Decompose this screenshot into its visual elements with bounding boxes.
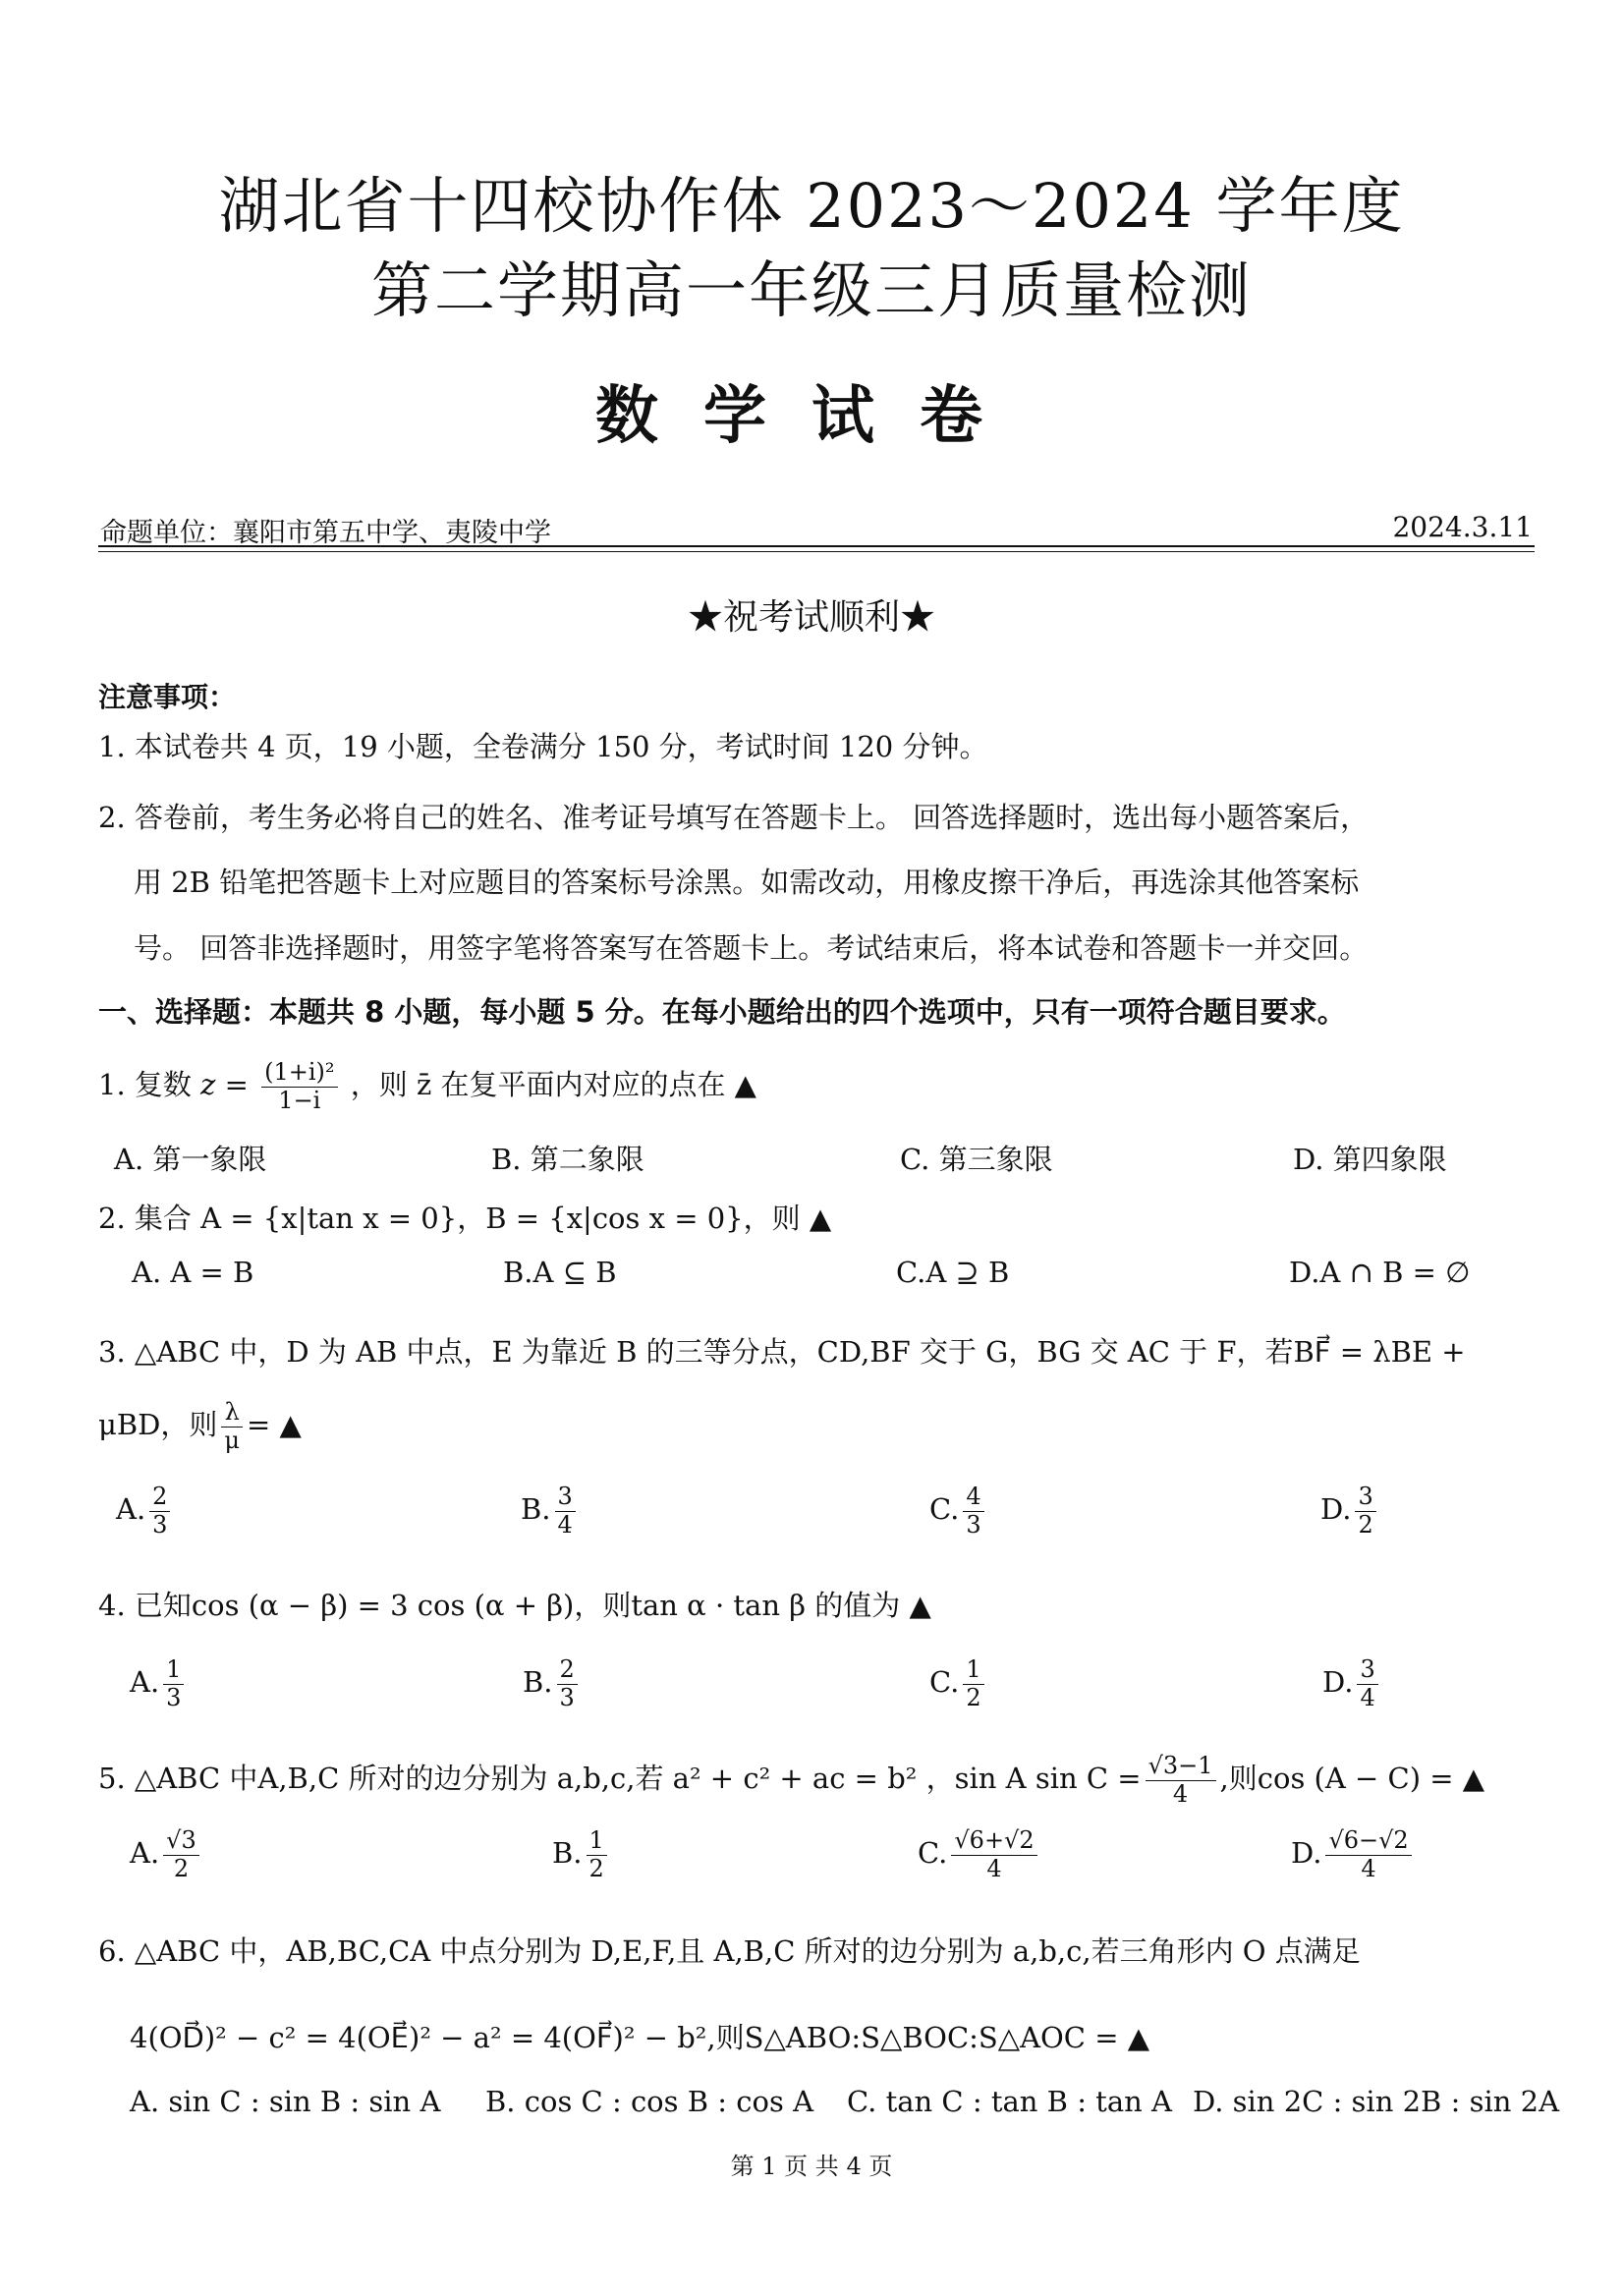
q3-b-label: B. [521,1492,551,1527]
q6-option-a: A. sin C : sin B : sin A [130,2085,441,2118]
q3-option-a [116,1484,174,1539]
q5-d-num: √6−√2 [1325,1827,1411,1856]
q3-d-label: D. [1320,1492,1352,1527]
q4-b-frac [557,1656,578,1711]
q5-a-label: A. [130,1836,160,1871]
q3-option-b [521,1484,580,1539]
q3-d-num: 3 [1355,1484,1375,1512]
author-unit: 命题单位：襄阳市第五中学、夷陵中学 [100,518,551,548]
q1-den: 1−i [278,1086,321,1114]
q5-option-a [130,1827,203,1882]
q4-a-label: A. [130,1665,160,1700]
q4-option-c [929,1656,988,1711]
question-4: 4. 已知cos (α − β) = 3 cos (α + β)，则tan α · tan β 的值为 ▲ [98,1589,931,1622]
q3-a-den: 3 [152,1510,168,1539]
q5-option-b [552,1827,611,1882]
q4-c-frac [963,1656,983,1711]
q3-b-num: 3 [555,1484,576,1512]
q4-a-num: 1 [163,1656,184,1685]
q3-b-den: 4 [557,1510,573,1539]
q5-a-num: √3 [163,1827,199,1856]
q2-option-a: A. A = B [132,1256,254,1289]
q3-fraction [221,1399,243,1454]
q5-c-label: C. [918,1836,948,1871]
q1-option-c: C. 第三象限 [900,1143,1053,1176]
q5-prefix: 5. △ABC 中A,B,C 所对的边分别为 a,b,c,若 a² + c² + ac = b² ，sin A sin C = [98,1762,1142,1796]
question-6-line-1: 6. △ABC 中，AB,BC,CA 中点分别为 D,E,F,且 A,B,C 所对的边分别为 a,b,c,若三角形内 O 点满足 [98,1934,1361,1968]
question-3-line-2 [98,1399,302,1454]
q5-suffix: ,则cos (A − C) = ▲ [1219,1762,1485,1796]
q3-d-frac [1355,1484,1375,1539]
section-heading: 一、选择题：本题共 8 小题，每小题 5 分。在每小题给出的四个选项中，只有一项符合题目要求。 [98,995,1346,1029]
q2-option-d: D.A ∩ B = ∅ [1289,1256,1471,1289]
q4-d-frac [1357,1656,1377,1711]
q5-a-den: 2 [173,1854,190,1882]
q5-num: √3−1 [1146,1753,1216,1781]
page-footer: 第 1 页 共 4 页 [730,2153,893,2180]
q5-c-num: √6+√2 [951,1827,1036,1856]
notice-heading: 注意事项： [98,681,237,713]
notice-item-1: 1. 本试卷共 4 页，19 小题，全卷满分 150 分，考试时间 120 分钟。 [98,730,988,763]
q1-option-b: B. 第二象限 [491,1143,644,1176]
notice-item-2: 2. 答卷前，考生务必将自己的姓名、准考证号填写在答题卡上。 回答选择题时，选出每小题答案后， [98,801,1370,834]
q3-c-den: 3 [966,1510,981,1539]
q6-option-c: C. tan C : tan B : tan A [847,2085,1172,2118]
q3-prefix: μBD，则 [98,1408,218,1442]
q5-option-c [918,1827,1041,1882]
q3-c-frac [963,1484,983,1539]
q4-d-label: D. [1322,1665,1354,1700]
q5-a-frac [163,1827,199,1882]
q6-option-d: D. sin 2C : sin 2B : sin 2A [1193,2085,1560,2118]
q4-c-den: 2 [966,1683,981,1711]
q3-option-c [929,1484,988,1539]
q4-c-label: C. [929,1665,960,1700]
q4-option-d [1322,1656,1382,1711]
q5-fraction [1146,1753,1216,1808]
q4-option-b [523,1656,582,1711]
q1-prefix: 1. 复数 [98,1068,201,1102]
q2-option-c: C.A ⊇ B [896,1256,1010,1289]
q3-option-d [1320,1484,1380,1539]
q1-num: (1+i)² [261,1059,337,1088]
question-6-line-2: 4(OD⃗)² − c² = 4(OE⃗)² − a² = 4(OF⃗)² − b²,则S△ABO:S△BOC:S△AOC = ▲ [130,2021,1150,2054]
notice-item-2-cont: 号。 回答非选择题时，用签字笔将答案写在答题卡上。考试结束后，将本试卷和答题卡一并交回。 [134,931,1369,965]
q5-den: 4 [1172,1779,1189,1808]
q1-option-a: A. 第一象限 [114,1143,267,1176]
q2-option-b: B.A ⊆ B [503,1256,617,1289]
question-2: 2. 集合 A = {x|tan x = 0}，B = {x|cos x = 0}，则 ▲ [98,1202,832,1235]
q4-b-den: 3 [559,1683,575,1711]
q4-a-den: 3 [166,1683,182,1711]
q5-b-label: B. [552,1836,583,1871]
question-1 [98,1059,756,1114]
q4-option-a [130,1656,188,1711]
title-line-2: 第二学期高一年级三月质量检测 [370,254,1252,326]
q1-suffix: ，则 z̄ 在复平面内对应的点在 ▲ [350,1068,756,1102]
q5-c-frac [951,1827,1036,1882]
q3-a-num: 2 [149,1484,170,1512]
q3-num: λ [221,1399,243,1428]
title-line-1: 湖北省十四校协作体 2023～2024 学年度 [218,170,1405,242]
q3-b-frac [555,1484,576,1539]
q4-d-den: 4 [1360,1683,1375,1711]
header-rule-thin [98,551,1535,552]
q5-b-den: 2 [588,1854,604,1882]
question-3-line-1: 3. △ABC 中，D 为 AB 中点，E 为靠近 B 的三等分点，CD,BF 交于 G，BG 交 AC 于 F，若BF⃗ = λBE + [98,1335,1466,1369]
q5-d-den: 4 [1361,1854,1376,1882]
q3-a-label: A. [116,1492,146,1527]
question-5 [98,1753,1484,1808]
q1-fraction [261,1059,337,1114]
q1-option-d: D. 第四象限 [1293,1143,1447,1176]
q5-b-frac [587,1827,607,1882]
q1-lhs: z = [200,1068,249,1102]
subject-title: 数学试卷 [595,380,1028,453]
q5-b-num: 1 [587,1827,607,1856]
q3-d-den: 2 [1358,1510,1373,1539]
q5-option-d [1291,1827,1416,1882]
q3-den: μ [224,1426,241,1454]
good-luck-line: ★祝考试顺利★ [687,597,935,638]
q5-d-frac [1325,1827,1411,1882]
q3-a-frac [149,1484,170,1539]
q3-c-label: C. [929,1492,960,1527]
q3-suffix: = ▲ [247,1408,302,1442]
exam-date: 2024.3.11 [1392,511,1533,543]
header-rule-thick [98,545,1535,547]
q4-b-num: 2 [557,1656,578,1685]
notice-item-2-cont: 用 2B 铅笔把答题卡上对应题目的答案标号涂黑。如需改动，用橡皮擦干净后，再选涂其他答案标 [134,866,1360,899]
q4-d-num: 3 [1357,1656,1377,1685]
q5-d-label: D. [1291,1836,1322,1871]
q5-c-den: 4 [986,1854,1002,1882]
q6-option-b: B. cos C : cos B : cos A [485,2085,814,2118]
q4-c-num: 1 [963,1656,983,1685]
q4-b-label: B. [523,1665,553,1700]
q4-a-frac [163,1656,184,1711]
q3-c-num: 4 [963,1484,983,1512]
